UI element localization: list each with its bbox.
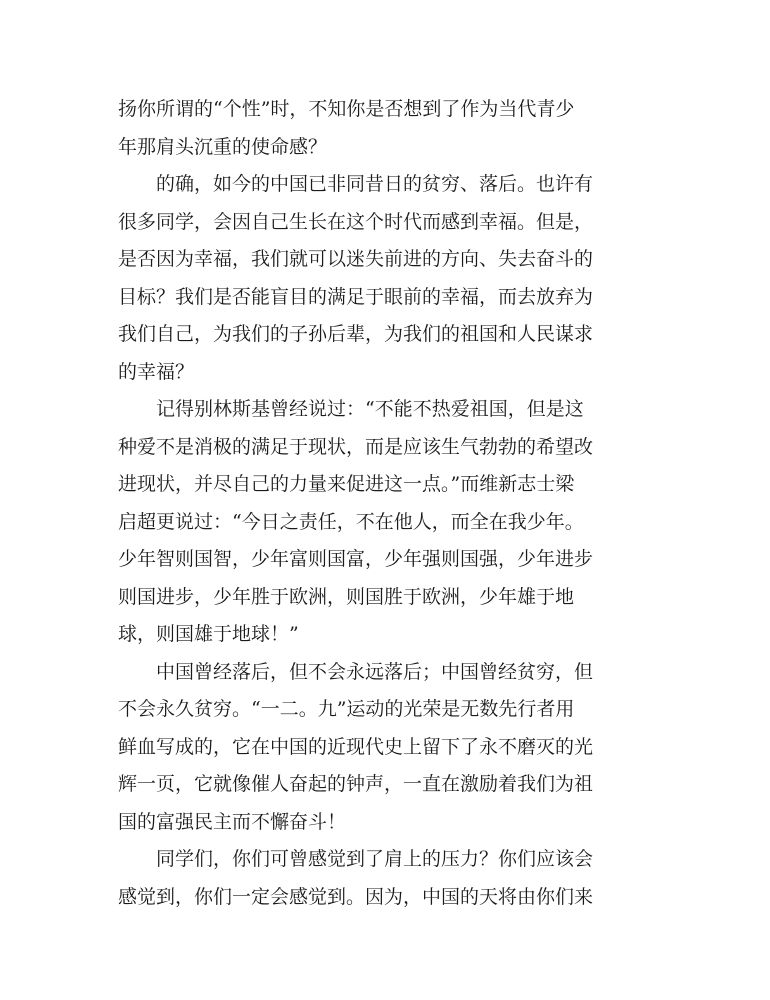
text-line: 的确，如今的中国已非同昔日的贫穷、落后。也许有: [156, 173, 594, 195]
text-line: 不会永久贫穷。“一二。九”运动的光荣是无数先行者用: [118, 698, 575, 720]
text-line: 中国曾经落后，但不会永远落后；中国曾经贫穷，但: [156, 660, 594, 683]
text-line: 鲜血写成的，它在中国的近现代史上留下了永不磨灭的光: [118, 735, 594, 758]
text-line: 感觉到，你们一定会感觉到。因为，中国的天将由你们来: [118, 885, 594, 908]
text-line: 年那肩头沉重的使命感？: [118, 135, 328, 158]
text-line: 我们自己，为我们的子孙后辈，为我们的祖国和人民谋求: [118, 323, 594, 345]
text-line: 扬你所谓的“个性”时，不知你是否想到了作为当代青少: [118, 98, 575, 120]
paragraph-2: [118, 166, 638, 391]
paragraph-4: [118, 654, 638, 842]
text-line: 辉一页，它就像催人奋起的钟声，一直在激励着我们为祖: [118, 773, 594, 795]
text-line: 球，则国雄于地球！”: [118, 623, 299, 645]
paragraph-1: [118, 91, 638, 166]
text-line: 很多同学，会因自己生长在这个时代而感到幸福。但是，: [118, 210, 594, 233]
paragraph-5: [118, 841, 638, 916]
text-line: 记得别林斯基曾经说过：“不能不热爱祖国，但是这: [156, 398, 584, 420]
paragraph-3: [118, 391, 638, 654]
text-line: 启超更说过：“今日之责任，不在他人，而全在我少年。: [118, 510, 584, 533]
text-line: 少年智则国智，少年富则国富，少年强则国强，少年进步: [118, 548, 594, 570]
text-line: 是否因为幸福，我们就可以迷失前进的方向、失去奋斗的: [118, 248, 594, 270]
text-line: 则国进步，少年胜于欧洲，则国胜于欧洲，少年雄于地: [118, 585, 575, 608]
text-line: 目标？我们是否能盲目的满足于眼前的幸福，而去放弃为: [118, 285, 594, 308]
text-line: 国的富强民主而不懈奋斗！: [118, 810, 347, 833]
document-page: [118, 91, 638, 916]
text-line: 同学们，你们可曾感觉到了肩上的压力？你们应该会: [156, 848, 594, 870]
text-line: 进现状，并尽自己的力量来促进这一点。”而维新志士梁: [118, 473, 575, 495]
text-line: 种爱不是消极的满足于现状，而是应该生气勃勃的希望改: [118, 435, 594, 458]
text-line: 的幸福？: [118, 360, 195, 383]
